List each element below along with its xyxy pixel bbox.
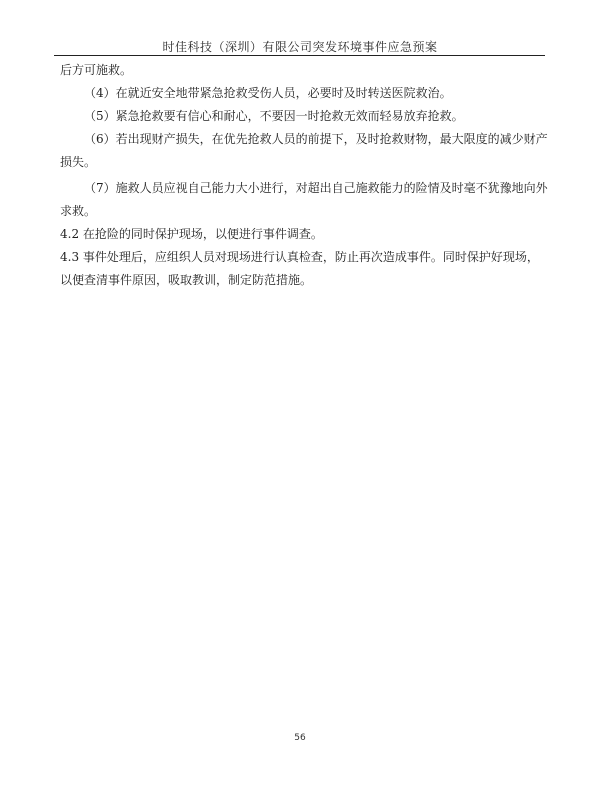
body-line-item-4: （4）在就近安全地带紧急抢救受伤人员，必要时及时转送医院救治。 [84,86,452,100]
document-header-title: 时佳科技（深圳）有限公司突发环境事件应急预案 [162,40,438,54]
document-body [60,59,548,292]
body-line-item-6-continuation: 损失。 [60,155,97,169]
body-line-item-6: （6）若出现财产损失，在优先抢救人员的前提下，及时抢救财物，最大限度的减少财产 [84,132,548,146]
page-number: 56 [294,733,306,743]
body-line-item-5: （5）紧急抢救要有信心和耐心，不要因一时抢救无效而轻易放弃抢救。 [84,109,464,123]
body-line-section-4-3-continuation: 以便查清事件原因，吸取教训，制定防范措施。 [60,273,313,287]
body-line-item-7-continuation: 求救。 [60,204,97,218]
body-line-section-4-3: 4.3 事件处理后，应组织人员对现场进行认真检查，防止再次造成事件。同时保护好现场， [60,250,539,264]
header-divider [54,55,545,56]
body-line-item-7: （7）施救人员应视自己能力大小进行，对超出自己施救能力的险情及时毫不犹豫地向外 [84,181,548,195]
body-line-section-4-2: 4.2 在抢险的同时保护现场，以便进行事件调查。 [60,227,323,241]
body-line-continuation: 后方可施救。 [60,63,133,77]
